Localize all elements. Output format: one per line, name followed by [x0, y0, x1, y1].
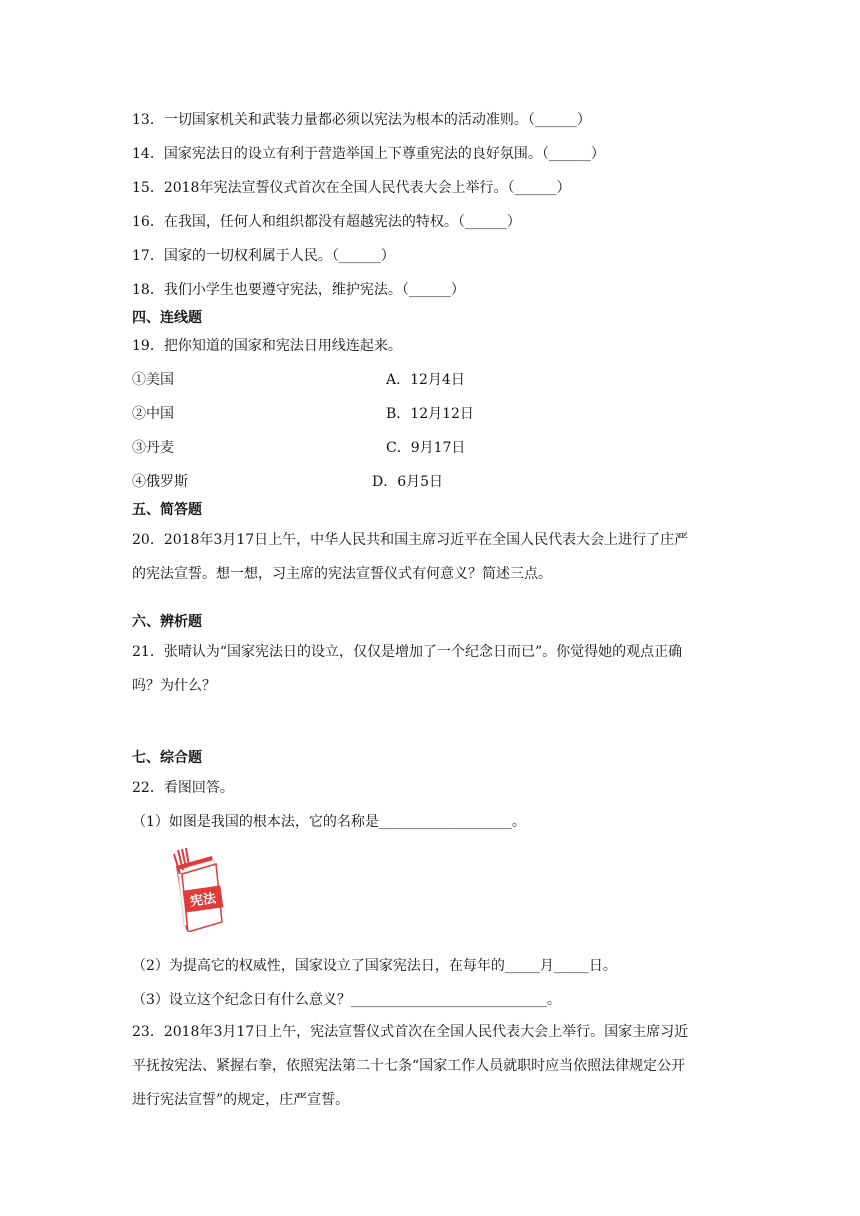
question-22-part-3: （3）设立这个纪念日有什么意义？____________________________。 [132, 992, 561, 1008]
question-23-line-1: 23．2018年3月17日上午，宪法宣誓仪式首次在全国人民代表大会上举行。国家主席习近 [132, 1024, 689, 1040]
match-left-2: ②中国 [132, 406, 174, 422]
match-right-d: D．6月5日 [372, 474, 444, 490]
section-4-title: 四、连线题 [132, 310, 202, 326]
question-14: 14．国家宪法日的设立有利于营造举国上下尊重宪法的良好氛围。（______） [132, 146, 605, 162]
section-5-title: 五、简答题 [132, 502, 202, 518]
question-22: 22．看图回答。 [132, 780, 234, 796]
question-23-line-3: 进行宪法宣誓”的规定，庄严宣誓。 [132, 1092, 350, 1108]
question-21-line-1: 21．张晴认为“国家宪法日的设立，仅仅是增加了一个纪念日而已”。你觉得她的观点正确 [132, 644, 683, 660]
question-16: 16．在我国，任何人和组织都没有超越宪法的特权。（______） [132, 214, 521, 230]
section-6-title: 六、辨析题 [132, 614, 202, 630]
question-23-line-2: 平抚按宪法、紧握右拳，依照宪法第二十七条“国家工作人员就职时应当依照法律规定公开 [132, 1058, 686, 1074]
match-right-a: A．12月4日 [386, 372, 465, 388]
constitution-book-image [168, 848, 230, 932]
match-right-b: B．12月12日 [386, 406, 474, 422]
match-left-4: ④俄罗斯 [132, 474, 188, 490]
question-22-part-2: （2）为提高它的权威性，国家设立了国家宪法日，在每年的_____月_____日。 [132, 958, 617, 974]
question-17: 17．国家的一切权利属于人民。（______） [132, 248, 395, 264]
question-20-line-2: 的宪法宣誓。想一想，习主席的宪法宣誓仪式有何意义？简述三点。 [132, 566, 552, 582]
question-19: 19．把你知道的国家和宪法日用线连起来。 [132, 338, 402, 354]
question-20-line-1: 20．2018年3月17日上午，中华人民共和国主席习近平在全国人民代表大会上进行了庄严 [132, 532, 689, 548]
match-left-3: ③丹麦 [132, 440, 174, 456]
match-left-1: ①美国 [132, 372, 174, 388]
question-22-part-1: （1）如图是我国的根本法，它的名称是___________________。 [132, 814, 526, 830]
section-7-title: 七、综合题 [132, 750, 202, 766]
question-21-line-2: 吗？为什么？ [132, 678, 216, 694]
question-18: 18．我们小学生也要遵守宪法，维护宪法。（______） [132, 282, 465, 298]
match-right-c: C．9月17日 [386, 440, 466, 456]
question-13: 13．一切国家机关和武装力量都必须以宪法为根本的活动准则。（______） [132, 112, 591, 128]
question-15: 15．2018年宪法宣誓仪式首次在全国人民代表大会上举行。（______） [132, 180, 571, 196]
book-label-text: 宪法 [189, 891, 218, 910]
